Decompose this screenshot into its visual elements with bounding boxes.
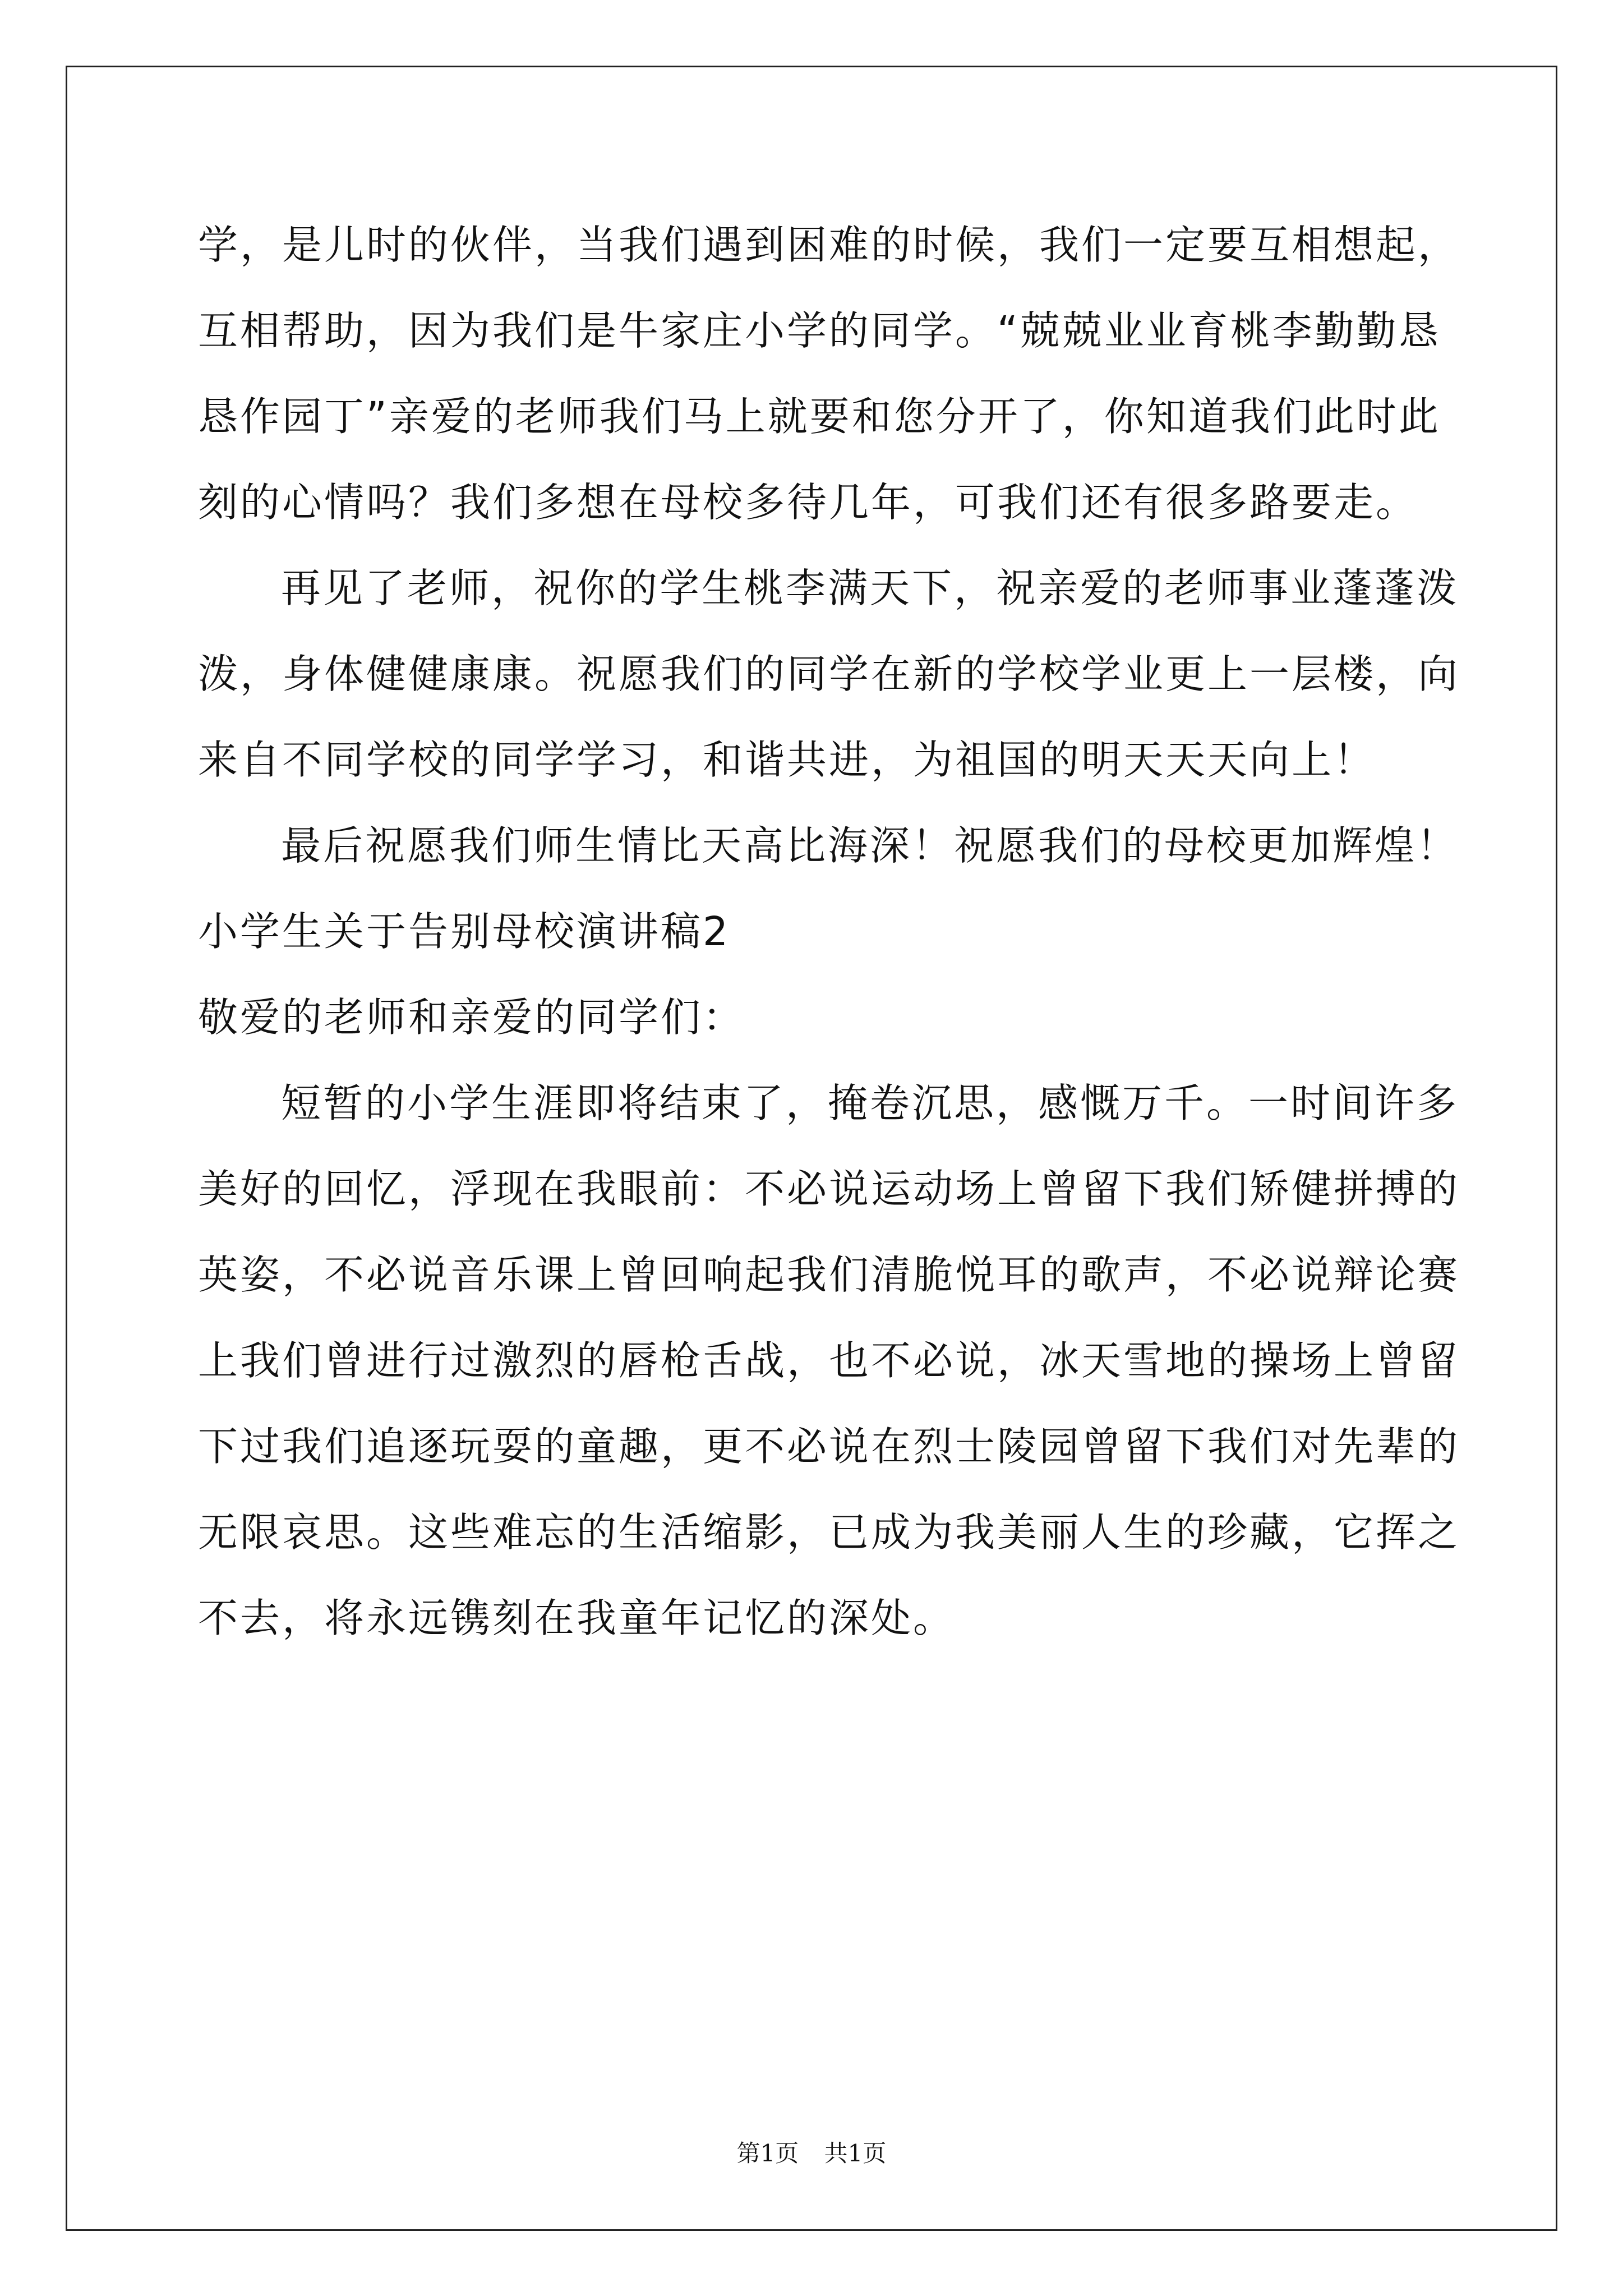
text-line: 互相帮助，因为我们是牛家庄小学的同学。“兢兢业业育桃李勤勤恳 [198,307,1441,354]
document-body [198,202,1460,1661]
text-line: 来自不同学校的同学学习，和谐共进，为祖国的明天天天向上！ [198,737,1376,783]
text-line: 无限哀思。这些难忘的生活缩影，已成为我美丽人生的珍藏，它挥之 [198,1509,1460,1556]
text-line: 学，是儿时的伙伴，当我们遇到困难的时候，我们一定要互相想起， [198,222,1460,268]
text-line: 美好的回忆，浮现在我眼前：不必说运动场上曾留下我们矫健拼搏的 [198,1166,1460,1212]
text-line: 刻的心情吗？我们多想在母校多待几年，可我们还有很多路要走。 [198,479,1418,526]
text-line: 泼，身体健健康康。祝愿我们的同学在新的学校学业更上一层楼，向 [198,651,1460,697]
text-line: 恳作园丁”亲爱的老师我们马上就要和您分开了，你知道我们此时此 [198,393,1441,440]
text-line: 下过我们追逐玩耍的童趣，更不必说在烈士陵园曾留下我们对先辈的 [198,1423,1460,1470]
paragraph-start-line: 再见了老师，祝你的学生桃李满天下，祝亲爱的老师事业蓬蓬泼 [281,565,1459,611]
paragraph-start-line: 最后祝愿我们师生情比天高比海深！祝愿我们的母校更加辉煌！ [281,822,1459,869]
paragraph-start-line: 短暂的小学生涯即将结束了，掩卷沉思，感慨万千。一时间许多 [281,1080,1459,1126]
salutation: 敬爱的老师和亲爱的同学们： [198,994,745,1041]
page-number: 第1页 [736,2139,799,2167]
section-heading: 小学生关于告别母校演讲稿2 [198,908,731,955]
page-footer [0,2135,1623,2169]
text-line: 上我们曾进行过激烈的唇枪舌战，也不必说，冰天雪地的操场上曾留 [198,1337,1460,1384]
page-total: 共1页 [824,2139,887,2167]
text-line: 不去，将永远镌刻在我童年记忆的深处。 [198,1595,956,1641]
text-line: 英姿，不必说音乐课上曾回响起我们清脆悦耳的歌声，不必说辩论赛 [198,1251,1460,1298]
